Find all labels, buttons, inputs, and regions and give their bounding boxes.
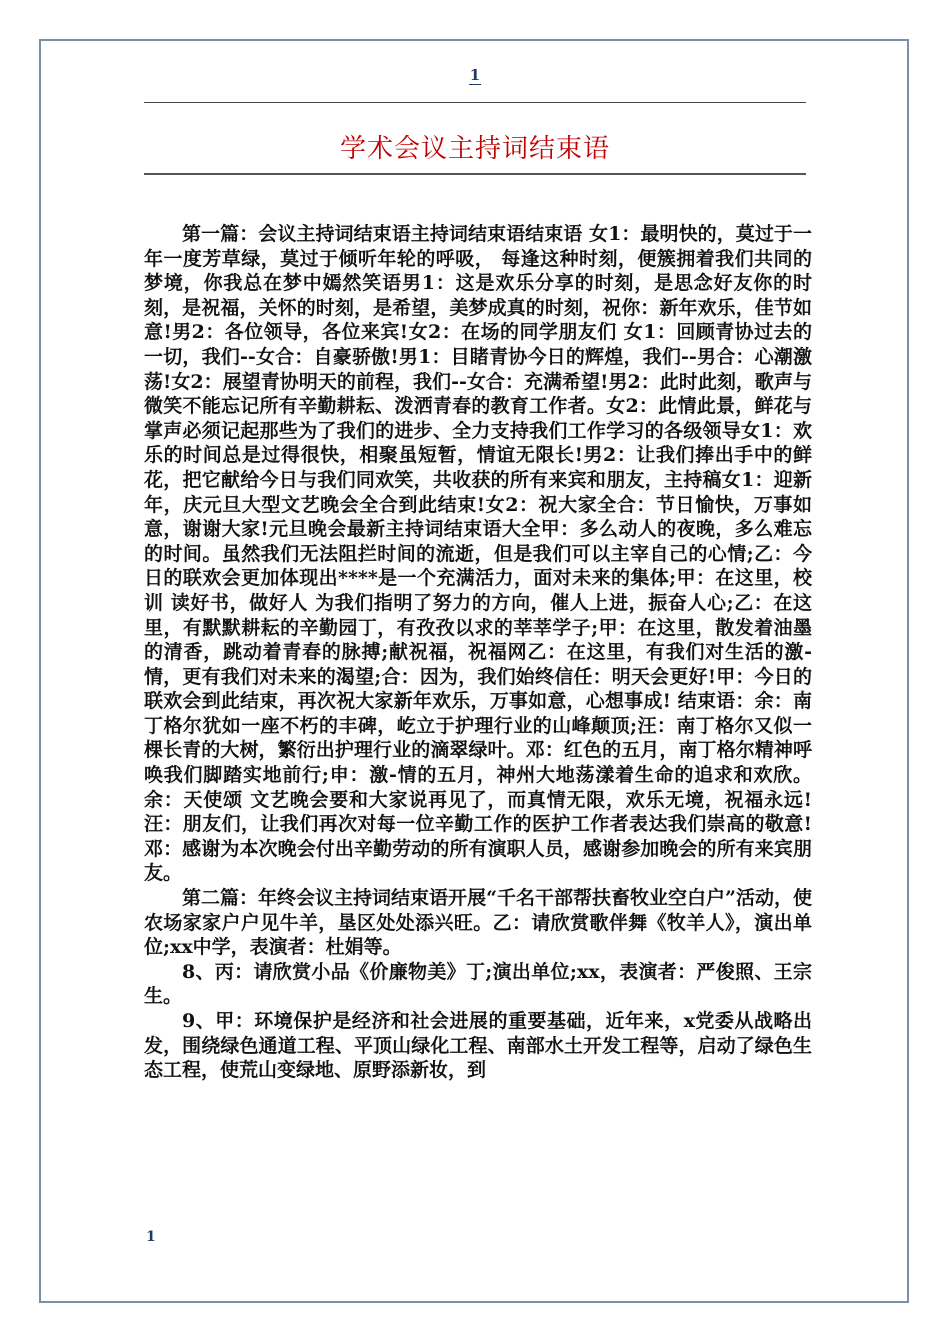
header-page-number [0, 66, 950, 84]
document-title: 学术会议主持词结束语 [339, 134, 610, 164]
title-divider [144, 173, 806, 175]
footer-page-number: 1 [146, 1229, 156, 1245]
paragraph: 第二篇：年终会议主持词结束语开展“千名干部帮扶畜牧业空白户”活动，使农场家家户户见牛羊，垦区处处添兴旺。乙：请欣赏歌伴舞《牧羊人》，演出单位;xx中学，表演者：杜娟等。 [144, 887, 812, 959]
document-body [144, 222, 812, 1083]
paragraph: 第一篇：会议主持词结束语主持词结束语结束语 女1：最明快的，莫过于一年一度芳草绿，莫过于倾听年轮的呼吸， 每逢这种时刻，便簇拥着我们共同的梦境，你我总在梦中嫣然笑语男1：这是欢乐分享的时刻，是思念好友你的时刻，是祝福，关怀的时刻，是希望，美梦成真的时刻，祝你：新年欢乐，佳节如意!男2：各位领导，各位来宾!女2：在场的同学朋友们 女1：回顾青协过去的一切，我们--女合：自豪骄傲!男1：目睹青协今日的辉煌，我们--男合：心潮激荡!女2：展望青协明天的前程，我们--女合：充满希望!男2：此时此刻，歌声与微笑不能忘记所有辛勤耕耘、泼洒青春的教育工作者。女2：此情此景，鲜花与掌声必须记起那些为了我们的进步、全力支持我们工作学习的各级领导女1：欢乐的时间总是过得很快，相聚虽短暂，情谊无限长!男2：让我们捧出手中的鲜花，把它献给今日与我们同欢笑，共收获的所有来宾和朋友，主持稿女1：迎新年，庆元旦大型文艺晚会全合到此结束!女2：祝大家全合：节日愉快，万事如意，谢谢大家!元旦晚会最新主持词结束语大全甲：多么动人的夜晚，多么难忘的时间。虽然我们无法阻拦时间的流逝，但是我们可以主宰自己的心情;乙：今日的联欢会更加体现出****是一个充满活力，面对未来的集体;甲：在这里，校训 读好书，做好人 为我们指明了努力的方向，催人上进，振奋人心;乙：在这里，有默默耕耘的辛勤园丁，有孜孜以求的莘莘学子;甲：在这里，散发着油墨的清香，跳动着青春的脉搏;献祝福，祝福网乙：在这里，有我们对生活的激-情，更有我们对未来的渴望;合：因为，我们始终信任：明天会更好!甲：今日的联欢会到此结束，再次祝大家新年欢乐，万事如意，心想事成! 结束语：余：南丁格尔犹如一座不朽的丰碑，屹立于护理行业的山峰颠顶;汪：南丁格尔又似一棵长青的大树，繁衍出护理行业的滴翠绿叶。邓：红色的五月，南丁格尔精神呼唤我们脚踏实地前行;申：激-情的五月，神州大地荡漾着生命的追求和欢欣。余：天使颂 文艺晚会要和大家说再见了，而真情无限，欢乐无境，祝福永远!汪：朋友们，让我们再次对每一位辛勤工作的医护工作者表达我们崇高的敬意!邓：感谢为本次晚会付出辛勤劳动的所有演职人员，感谢参加晚会的所有来宾朋友。 [144, 223, 812, 885]
paragraph: 9、甲：环境保护是经济和社会进展的重要基础，近年来，x党委从战略出发，围绕绿色通道工程、平顶山绿化工程、南部水土开发工程等，启动了绿色生态工程，使荒山变绿地、原野添新妆，到 [144, 1010, 812, 1082]
header-page-number-text: 1 [469, 66, 481, 84]
paragraph: 8、丙：请欣赏小品《价廉物美》丁;演出单位;xx，表演者：严俊照、王宗生。 [144, 960, 812, 1008]
header-divider [144, 102, 806, 103]
